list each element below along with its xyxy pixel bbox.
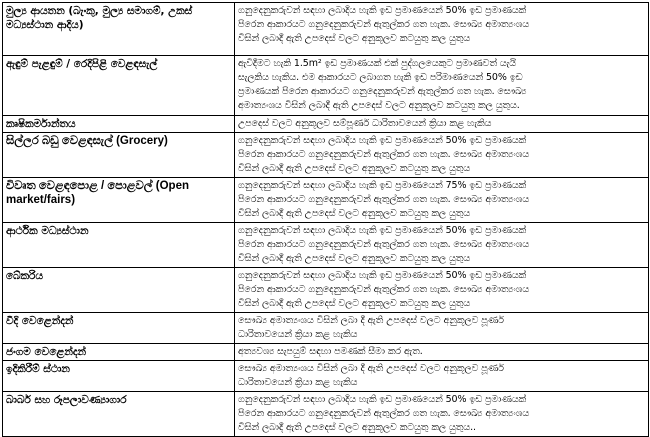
guideline-line: අත්‍යවශ්‍ය සැපයුම් සඳහා පමණක් සීමා කර ඇත.: [238, 346, 423, 357]
guideline-line: විසින් ලබාදී ඇති උපදෙස් වලට අනුකූලව කටයුතු කල යුතුය: [238, 163, 471, 174]
sector-label: ඇඳුම් පැළඳුම් / රෙදිපිළි වෙළඳසැල්: [3, 56, 235, 116]
guideline-text: [235, 223, 649, 268]
guideline-text: [235, 361, 649, 392]
guideline-line: විසින් ලබාදී ඇති උපදෙස් වලට අනුකූලව කටයුතු කල යුතුය: [238, 208, 471, 219]
sector-label: සිල්ලර බඩු වෙළඳසැල් (Grocery): [3, 133, 235, 178]
guideline-text: [235, 392, 649, 437]
guideline-line: පිරෙන ආකාරයට ගනුදෙනුකරුවන් ඇතුල්කර ගත හැක. සෞඛ්‍ය අමාත්‍යංශය: [238, 239, 530, 250]
sector-label: විවෘත වෙළඳපොළ / පොළවල් (Open market/fairs): [3, 178, 235, 223]
sector-label: වීදි වෙළෙන්දන්: [3, 313, 235, 344]
guideline-line: ප්‍රමාණයක් පිරෙන ආකාරයට ගනුදෙනුකරුවන් ඇතුල්කර ගත හැක. සෞඛ්‍ය: [238, 86, 527, 97]
guideline-line: ධාරිතාවයෙන් ක්‍රියා කළ හැකිය: [238, 377, 358, 388]
guideline-line: ගනුදෙනුකරුවන් සඳහා ලබාදිය හැකි ඉඩ ප්‍රමාණයෙන් 50% ඉඩ ප්‍රමාණයක්: [238, 135, 527, 146]
guideline-line: සෞඛ්‍ය අමාත්‍යංශය විසින් ලබා දී ඇති උපදෙස් වලට අනුකූලව පූර්ණ: [238, 315, 504, 326]
table-row: [3, 3, 649, 56]
sector-label: කෘෂිකර්මාන්තය: [3, 116, 235, 133]
guideline-text: [235, 133, 649, 178]
table-row: [3, 392, 649, 437]
guideline-line: අමාත්‍යංශය විසින් ලබාදී ඇති උපදෙස් වලට අනුකූලව කටයුතු කල යුතුය.: [238, 100, 520, 111]
table-row: [3, 268, 649, 313]
guideline-line: පිරෙන ආකාරයට ගනුදෙනුකරුවන් ඇතුල්කර ගත හැක. සෞඛ්‍ය අමාත්‍යංශය: [238, 408, 530, 419]
guideline-line: පිරෙන ආකාරයට ගනුදෙනුකරුවන් ඇතුල්කර ගත හැක. සෞඛ්‍ය අමාත්‍යංශය: [238, 19, 530, 30]
guideline-line: පිරෙන ආකාරයට ගනුදෙනුකරුවන් ඇතුල්කර ගත හැක. සෞඛ්‍ය අමාත්‍යංශය: [238, 149, 530, 160]
guideline-line: විසින් ලබාදී ඇති උපදෙස් වලට අනුකූලව කටයුතු කල යුතුය..: [238, 422, 476, 433]
sector-label: බාබර් සහ රූපලාවණ්‍යාගාර: [3, 392, 235, 437]
guideline-text: [235, 313, 649, 344]
guideline-line: ගනුදෙනුකරුවන් සඳහා ලබාදිය හැකි ඉඩ ප්‍රමාණයෙන් 75% ඉඩ ප්‍රමාණයක්: [238, 180, 527, 191]
guideline-line: ගනුදෙනුකරුවන් සඳහා ලබාදිය හැකි ඉඩ ප්‍රමාණයෙන් 50% ඉඩ ප්‍රමාණයක්: [238, 5, 527, 16]
guideline-line: පිරෙන ආකාරයට ගනුදෙනුකරුවන් ඇතුල්කර ගත හැක. සෞඛ්‍ය අමාත්‍යංශය: [238, 284, 530, 295]
guideline-text: [235, 178, 649, 223]
guideline-text: [235, 56, 649, 116]
guideline-text: [235, 116, 649, 133]
guideline-line: ඇවිදීමට හැකි 1.5m² ඉඩ ප්‍රමාණයක් එක් පුද්ගලයෙකුට ප්‍රමාණවත් යැයි: [238, 58, 517, 69]
guideline-line: උපදෙස් වලට අනුකූලව සම්පූර්ණ ධාරිතාවයෙන් ක්‍රියා කළ හැකිය: [238, 118, 492, 129]
guideline-text: [235, 344, 649, 361]
table-row: [3, 313, 649, 344]
table-row: [3, 178, 649, 223]
table-row: [3, 116, 649, 133]
guideline-text: [235, 3, 649, 56]
table-row: [3, 361, 649, 392]
guideline-text: [235, 268, 649, 313]
guideline-line: විසින් ලබාදී ඇති උපදෙස් වලට අනුකූලව කටයුතු කල යුතුය: [238, 253, 471, 264]
guideline-line: ගනුදෙනුකරුවන් සඳහා ලබාදිය හැකි ඉඩ ප්‍රමාණයෙන් 50% ඉඩ ප්‍රමාණයක්: [238, 225, 527, 236]
guideline-line: සෞඛ්‍ය අමාත්‍යංශය විසින් ලබා දී ඇති උපදෙස් වලට අනුකූලව පූර්ණ: [238, 363, 504, 374]
guideline-line: ගනුදෙනුකරුවන් සඳහා ලබාදිය හැකි ඉඩ ප්‍රමාණයෙන් 50% ඉඩ ප්‍රමාණයක්: [238, 394, 527, 405]
guideline-line: සැලකිය හැකිය. එම ආකාරයට ලබාගත හැකි ඉඩ පරිමාණයෙන් 50% ඉඩ: [238, 72, 523, 83]
sector-label: ඉදිකිරීම් ස්ථාන: [3, 361, 235, 392]
table-row: [3, 223, 649, 268]
sector-label: ජංගම වෙළෙන්දන්: [3, 344, 235, 361]
guideline-line: ගනුදෙනුකරුවන් සඳහා ලබාදිය හැකි ඉඩ ප්‍රමාණයෙන් 50% ඉඩ ප්‍රමාණයක්: [238, 270, 527, 281]
table-row: [3, 56, 649, 116]
table-row: [3, 133, 649, 178]
table-row: [3, 344, 649, 361]
guideline-line: ධාරිතාවයෙන් ක්‍රියා කළ හැකිය: [238, 329, 358, 340]
sector-label: ආර්ථික මධ්‍යස්ථාන: [3, 223, 235, 268]
sector-label: බේකරිය: [3, 268, 235, 313]
guideline-line: පිරෙන ආකාරයට ගනුදෙනුකරුවන් ඇතුල්කර ගත හැක. සෞඛ්‍ය අමාත්‍යංශය: [238, 194, 530, 205]
guidelines-table: [2, 2, 649, 437]
sector-label: මුල්‍ය ආයතන (බැංකු, මුල්‍ය සමාගම්, උකස් මධ්‍යස්ථාන ආදිය): [3, 3, 235, 56]
guideline-line: විසින් ලබාදී ඇති උපදෙස් වලට අනුකූලව කටයුතු කල යුතුය: [238, 298, 471, 309]
guideline-line: විසින් ලබාදී ඇති උපදෙස් වලට අනුකූලව කටයුතු කල යුතුය: [238, 33, 471, 44]
